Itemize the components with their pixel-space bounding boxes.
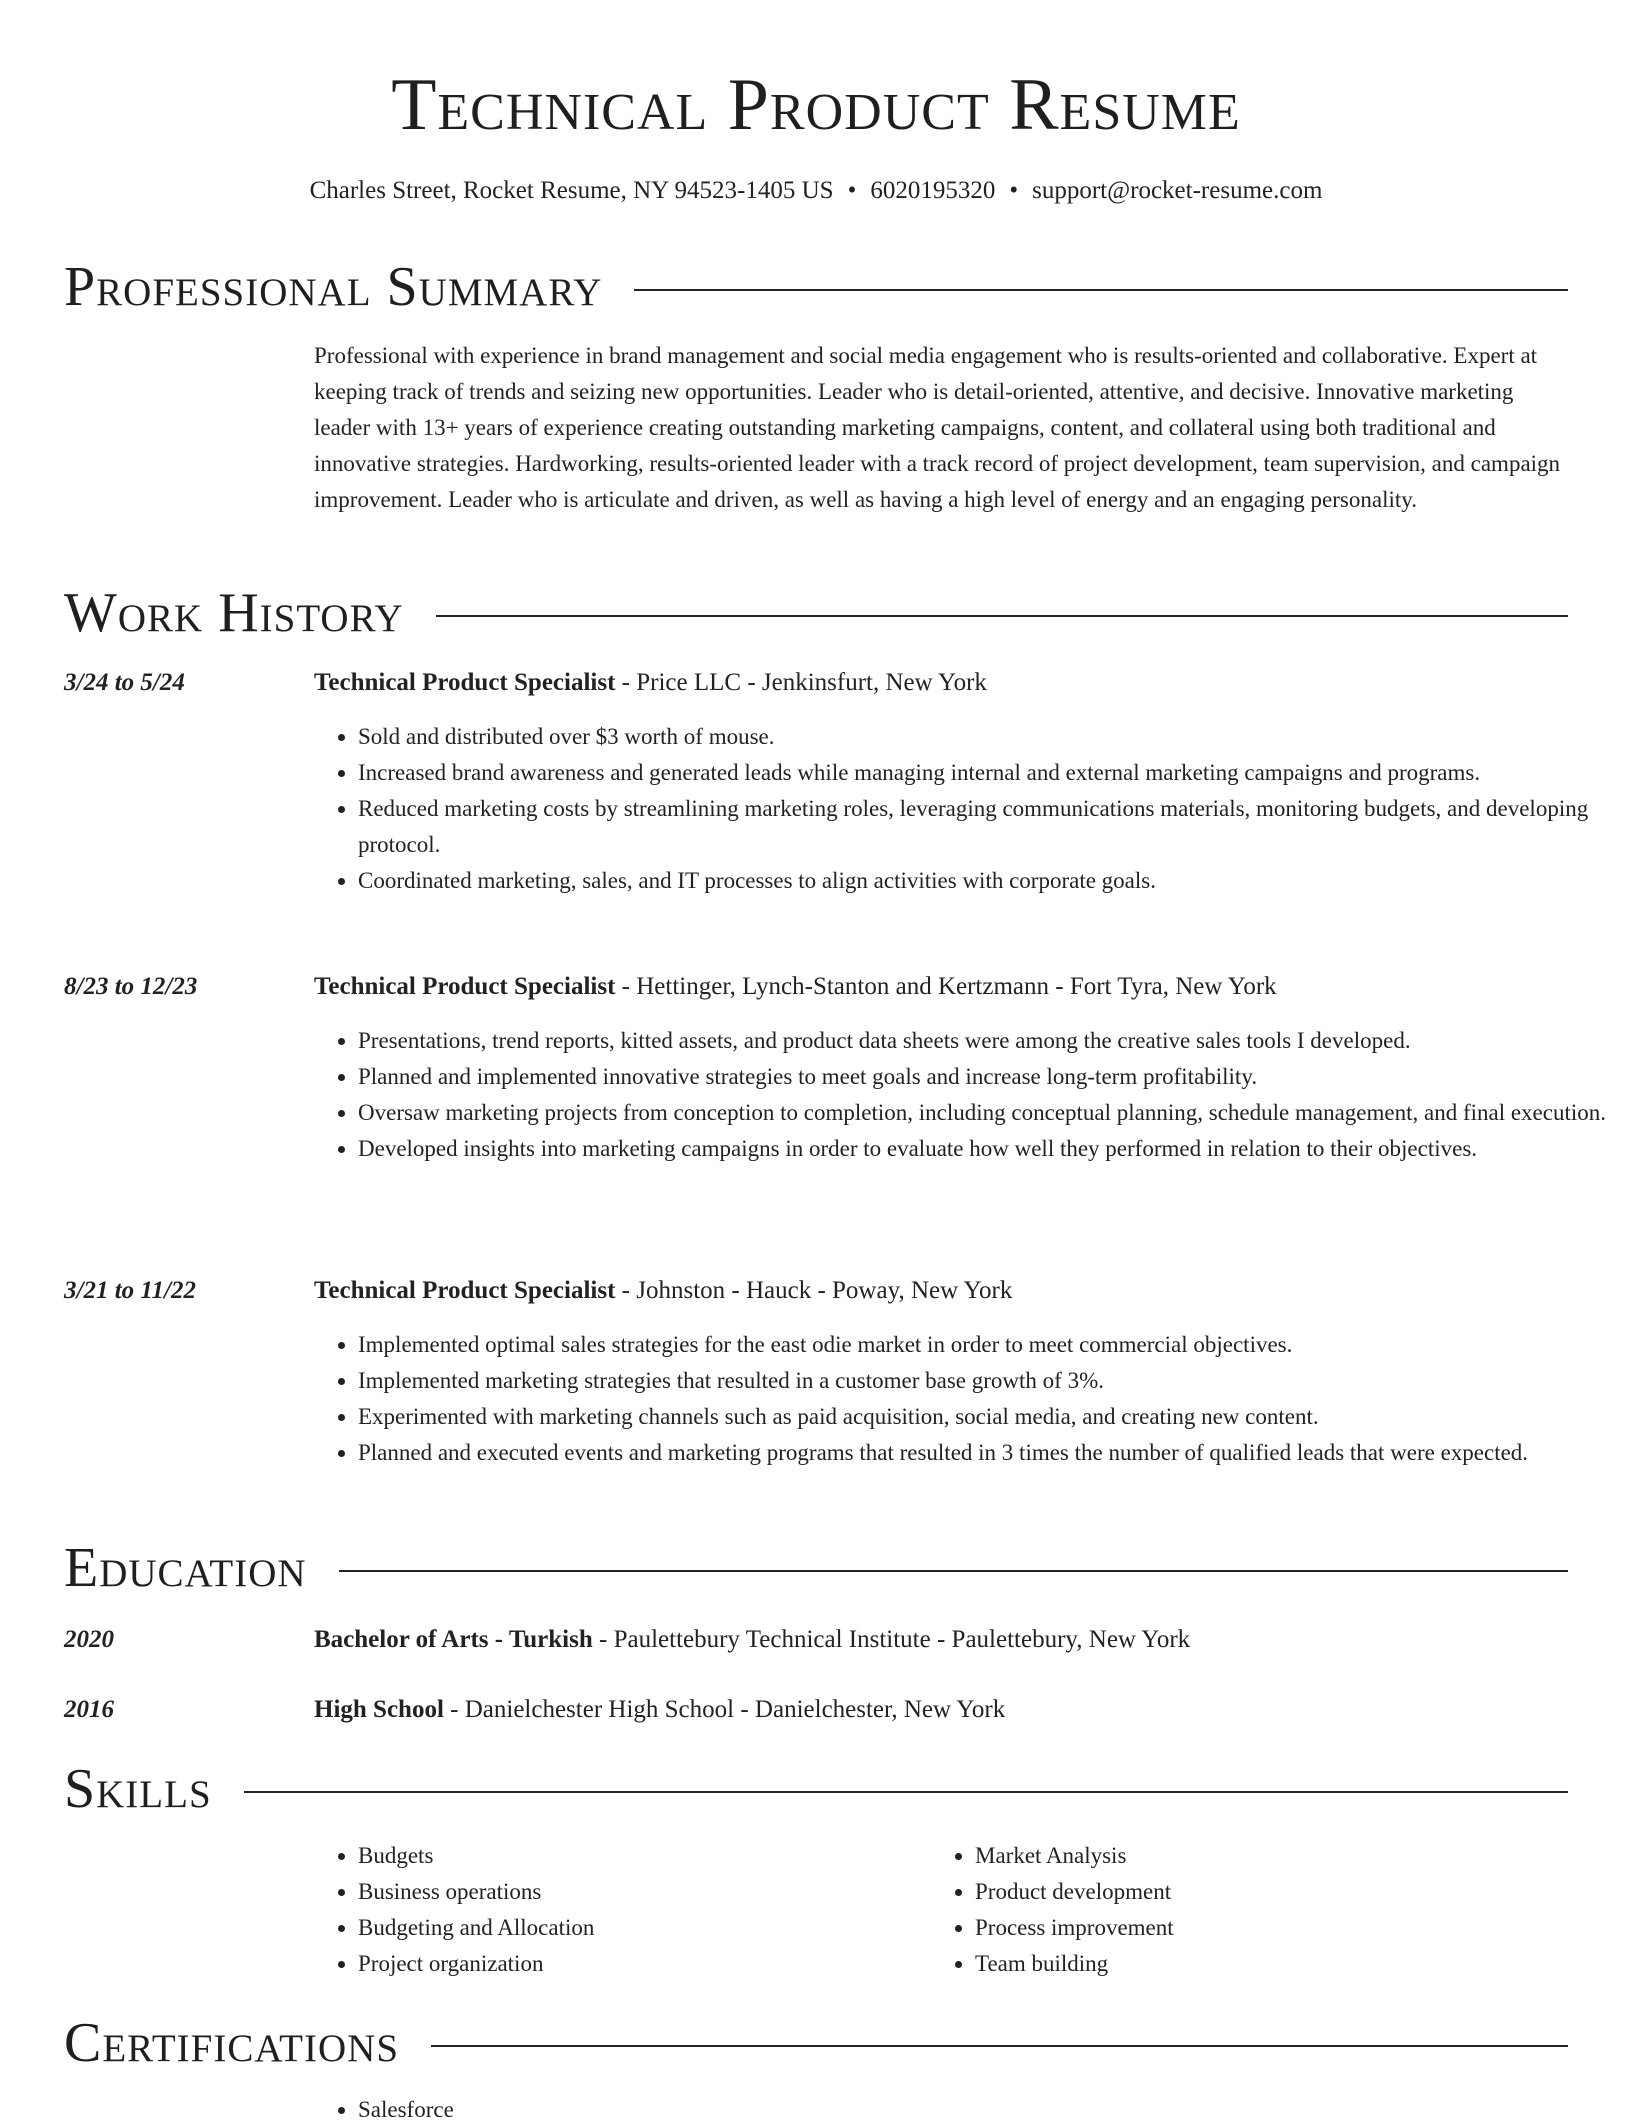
- list-item: • Implemented optimal sales strategies for the east odie market in order to meet commercial objectives.: [358, 1327, 1612, 1363]
- education-line: [314, 1692, 1568, 1728]
- skills-list-right: [931, 1838, 1535, 1982]
- list-item: • Presentations, trend reports, kitted assets, and product data sheets were among the creative sales tools I developed.: [358, 1023, 1612, 1059]
- list-item: • Coordinated marketing, sales, and IT processes to align activities with corporate goals.: [358, 863, 1612, 899]
- education-section-header: [64, 1533, 1568, 1603]
- job-bullets: [314, 1023, 1612, 1167]
- list-item: • Implemented marketing strategies that resulted in a customer base growth of 3%.: [358, 1363, 1612, 1399]
- skill-item: • Team building: [975, 1946, 1535, 1982]
- job-title: Technical Product Specialist: [314, 973, 616, 1000]
- section-heading: Skills: [64, 1758, 212, 1820]
- job-details: - Johnston - Hauck - Poway, New York: [615, 1277, 1013, 1304]
- job-role-line: [314, 1273, 1568, 1309]
- section-heading: Education: [64, 1537, 307, 1599]
- section-heading: Certifications: [64, 2012, 400, 2074]
- education-line: [314, 1622, 1568, 1658]
- job-title: Technical Product Specialist: [314, 1277, 616, 1304]
- list-item: • Planned and executed events and marketing programs that resulted in 3 times the number of qualified leads that were expected.: [358, 1435, 1612, 1471]
- job-dates: 3/24 to 5/24: [64, 669, 185, 696]
- job-details: - Hettinger, Lynch-Stanton and Kertzmann - Fort Tyra, New York: [615, 973, 1277, 1000]
- skill-item: • Product development: [975, 1874, 1535, 1910]
- section-heading: Professional Summary: [64, 256, 603, 318]
- job-title: Technical Product Specialist: [314, 669, 616, 696]
- contact-email: support@rocket-resume.com: [1032, 177, 1323, 204]
- skill-item: • Budgets: [358, 1838, 918, 1874]
- job-role-line: [314, 665, 1568, 701]
- certifications-section-header: [64, 2008, 1568, 2078]
- section-divider: [436, 615, 1568, 617]
- list-item: • Developed insights into marketing campaigns in order to evaluate how well they performed in relation to their objectives.: [358, 1131, 1612, 1167]
- list-item: • Sold and distributed over $3 worth of mouse.: [358, 719, 1612, 755]
- education-details: - Danielchester High School - Danielchester, New York: [443, 1696, 1006, 1723]
- certifications-list: [314, 2092, 1158, 2128]
- work-history-section-header: [64, 578, 1568, 648]
- education-year: 2016: [64, 1696, 114, 1723]
- education-year: 2020: [64, 1626, 114, 1653]
- contact-phone: 6020195320: [870, 177, 996, 204]
- job-role-line: [314, 969, 1568, 1005]
- contact-line: [0, 174, 1632, 208]
- skill-item: • Process improvement: [975, 1910, 1535, 1946]
- list-item: • Oversaw marketing projects from conception to completion, including conceptual planning, schedule management, and final execution.: [358, 1095, 1612, 1131]
- section-divider: [339, 1570, 1568, 1572]
- list-item: • Reduced marketing costs by streamlining marketing roles, leveraging communications materials, monitoring budgets, and developing protocol.: [358, 791, 1612, 863]
- skills-list-left: [314, 1838, 918, 1982]
- skill-item: • Project organization: [358, 1946, 918, 1982]
- list-item: • Planned and implemented innovative strategies to meet goals and increase long-term profitability.: [358, 1059, 1612, 1095]
- summary-text: Professional with experience in brand management and social media engagement who is results-oriented and collaborative. Expert at keeping track of trends and seizing new opportunities. Leader who is detail-oriented, attentive, and decisive. Innovative marketing leader with 13+ years of experience creating outstanding marketing campaigns, content, and collateral using both traditional and innovative strategies. Hardworking, results-oriented leader with a track record of project development, team supervision, and campaign improvement. Leader who is articulate and driven, as well as having a high level of energy and an engaging personality.: [314, 343, 1561, 512]
- certification-item: • Salesforce: [358, 2092, 1158, 2128]
- job-bullets: [314, 1327, 1612, 1471]
- job-bullets: [314, 719, 1612, 899]
- education-details: - Paulettebury Technical Institute - Paulettebury, New York: [592, 1626, 1191, 1653]
- skill-item: • Market Analysis: [975, 1838, 1535, 1874]
- skill-item: • Budgeting and Allocation: [358, 1910, 918, 1946]
- list-item: • Experimented with marketing channels such as paid acquisition, social media, and creating new content.: [358, 1399, 1612, 1435]
- contact-address: Charles Street, Rocket Resume, NY 94523-1405 US: [309, 177, 834, 204]
- job-details: - Price LLC - Jenkinsfurt, New York: [615, 669, 987, 696]
- section-divider: [244, 1791, 1568, 1793]
- contact-separator: •: [847, 177, 857, 204]
- education-degree: High School: [314, 1696, 444, 1723]
- list-item: • Increased brand awareness and generated leads while managing internal and external marketing campaigns and programs.: [358, 755, 1612, 791]
- contact-separator: •: [1009, 177, 1019, 204]
- section-divider: [634, 289, 1568, 291]
- resume-title: Technical Product Resume: [391, 64, 1241, 146]
- job-dates: 3/21 to 11/22: [64, 1277, 196, 1304]
- skills-section-header: [64, 1754, 1568, 1824]
- section-divider: [431, 2045, 1568, 2047]
- summary-section-header: [64, 252, 1568, 322]
- job-dates: 8/23 to 12/23: [64, 973, 198, 1000]
- education-degree: Bachelor of Arts - Turkish: [314, 1626, 593, 1653]
- skill-item: • Business operations: [358, 1874, 918, 1910]
- section-heading: Work History: [64, 582, 404, 644]
